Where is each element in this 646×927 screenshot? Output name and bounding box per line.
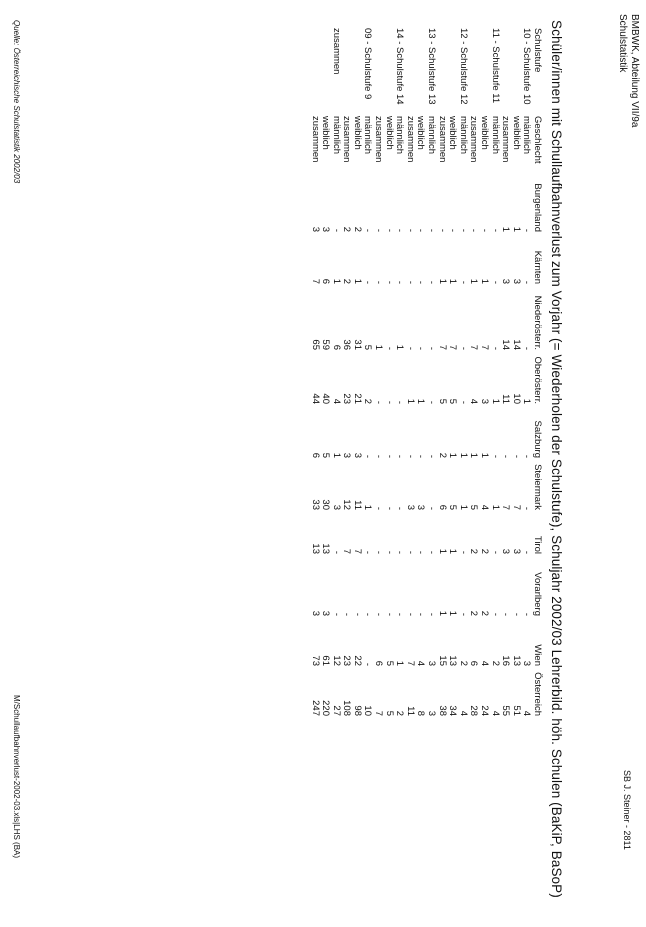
value-cell: 11 [351, 500, 363, 510]
row-geschlecht-cell: zusammen [309, 116, 321, 163]
row-geschlecht-cell: zusammen [404, 116, 416, 163]
file-path-note: M/Schullaufbahnverlust-2002-03.xls|LHS (BA) [12, 695, 21, 859]
value-cell: 1 [457, 504, 469, 510]
value-cell: - [489, 612, 501, 616]
value-cell: 15 [436, 655, 448, 666]
value-cell: - [521, 550, 533, 554]
row-geschlecht-cell: männlich [457, 116, 469, 155]
value-cell: 11 [500, 394, 512, 404]
value-cell: - [426, 280, 438, 284]
value-cell: 3 [320, 226, 332, 232]
table-row [500, 28, 511, 716]
value-cell: 3 [351, 452, 363, 458]
column-header: Salzburg [532, 420, 543, 458]
row-schulstufe-cell [351, 28, 362, 116]
row-schulstufe-cell [341, 28, 352, 116]
value-cell: 2 [468, 548, 480, 554]
value-cell: 61 [320, 655, 332, 666]
table-row [404, 28, 415, 716]
value-cell: 3 [309, 226, 321, 232]
table-row [320, 28, 331, 716]
table-row [521, 28, 532, 716]
row-schulstufe-cell [510, 28, 521, 116]
value-cell: 1 [351, 278, 363, 284]
table-row [510, 28, 521, 716]
value-cell: - [404, 454, 416, 458]
org-line-1: BMBWK, Abteilung VII/9a [629, 14, 640, 128]
value-cell: 59 [320, 339, 332, 350]
row-schulstufe-cell: 12 - Schulstufe 12 [457, 28, 469, 105]
value-cell: 2 [351, 226, 363, 232]
value-cell: - [415, 454, 427, 458]
value-cell: - [383, 400, 395, 404]
column-header: Oberösterr. [532, 356, 543, 404]
value-cell: - [521, 454, 533, 458]
org-header [616, 14, 640, 127]
value-cell: 8 [415, 710, 427, 716]
column-header: Niederösterr. [532, 295, 543, 350]
value-cell: - [426, 228, 438, 232]
value-cell: 14 [500, 339, 512, 350]
table-row [309, 28, 320, 716]
value-cell: 7 [404, 660, 416, 666]
value-cell: 12 [341, 499, 353, 510]
row-schulstufe-cell [436, 28, 447, 116]
value-cell: - [510, 454, 522, 458]
column-header: Österreich [532, 672, 543, 716]
value-cell: 65 [309, 339, 321, 350]
table-row [457, 28, 468, 716]
row-geschlecht-cell: weiblich [320, 116, 332, 150]
value-cell: - [468, 228, 480, 232]
row-geschlecht-cell: männlich [394, 116, 406, 155]
row-schulstufe-cell [383, 28, 394, 116]
row-schulstufe-cell: 10 - Schulstufe 10 [521, 28, 533, 105]
value-cell: 1 [479, 452, 491, 458]
value-cell: 5 [447, 398, 459, 404]
value-cell: 2 [341, 226, 353, 232]
value-cell: - [383, 346, 395, 350]
row-geschlecht-cell: zusammen [468, 116, 480, 163]
value-cell: 5 [447, 504, 459, 510]
value-cell: 30 [320, 499, 332, 510]
table-row [383, 28, 394, 716]
statistics-table [309, 28, 542, 716]
value-cell: 3 [309, 610, 321, 616]
value-cell: 2 [479, 548, 491, 554]
value-cell: 7 [468, 344, 480, 350]
value-cell: - [330, 612, 342, 616]
value-cell: - [394, 550, 406, 554]
table-row [468, 28, 479, 716]
value-cell: 1 [394, 344, 406, 350]
value-cell: - [383, 280, 395, 284]
table-header-row [531, 28, 542, 716]
value-cell: - [415, 228, 427, 232]
value-cell: - [373, 506, 385, 510]
value-cell: 3 [426, 710, 438, 716]
value-cell: - [373, 280, 385, 284]
value-cell: 7 [309, 278, 321, 284]
value-cell: 2 [436, 452, 448, 458]
row-schulstufe-cell [404, 28, 415, 116]
value-cell: 1 [447, 452, 459, 458]
column-header: Steiermark [532, 464, 543, 510]
value-cell: 4 [330, 398, 342, 404]
value-cell: 1 [468, 278, 480, 284]
value-cell: 7 [351, 548, 363, 554]
value-cell: - [383, 454, 395, 458]
value-cell: - [394, 400, 406, 404]
value-cell: 44 [309, 393, 321, 404]
value-cell: 3 [500, 548, 512, 554]
value-cell: 7 [341, 548, 353, 554]
value-cell: - [426, 346, 438, 350]
value-cell: 13 [309, 543, 321, 554]
value-cell: 3 [320, 610, 332, 616]
value-cell: 3 [404, 504, 416, 510]
value-cell: - [415, 612, 427, 616]
table-row [362, 28, 373, 716]
table-row [478, 28, 489, 716]
value-cell: - [510, 612, 522, 616]
value-cell: - [426, 400, 438, 404]
row-geschlecht-cell: männlich [521, 116, 533, 155]
value-cell: - [362, 454, 374, 458]
value-cell: 98 [351, 705, 363, 716]
value-cell: 2 [489, 660, 501, 666]
row-geschlecht-cell: weiblich [415, 116, 427, 150]
value-cell: 36 [341, 339, 353, 350]
value-cell: - [426, 506, 438, 510]
value-cell: - [521, 228, 533, 232]
value-cell: 4 [489, 710, 501, 716]
row-schulstufe-cell: 14 - Schulstufe 14 [394, 28, 406, 105]
value-cell: - [489, 280, 501, 284]
value-cell: - [489, 346, 501, 350]
column-header: Wien [532, 644, 543, 666]
value-cell: - [373, 400, 385, 404]
page-title: Schüler/innen mit Schullaufbahnverlust zum Vorjahr (= Wiederholen der Schulstufe), Schuljahr 2002/03 Lehrerbild. höh. Schulen (BaKiP, BaSoP) [549, 20, 564, 898]
value-cell: 10 [362, 705, 374, 716]
value-cell: 6 [309, 452, 321, 458]
value-cell: 5 [383, 660, 395, 666]
value-cell: 1 [521, 398, 533, 404]
source-note: Quelle: Österreichische Schulstatistik 2002/03 [12, 20, 21, 184]
row-schulstufe-cell [415, 28, 426, 116]
value-cell: - [436, 228, 448, 232]
value-cell: - [394, 228, 406, 232]
value-cell: - [457, 280, 469, 284]
value-cell: 2 [457, 660, 469, 666]
value-cell: 1 [457, 452, 469, 458]
row-schulstufe-cell [478, 28, 489, 116]
value-cell: 1 [373, 344, 385, 350]
value-cell: - [330, 550, 342, 554]
value-cell: 55 [500, 705, 512, 716]
value-cell: 21 [351, 393, 363, 404]
row-geschlecht-cell: zusammen [436, 116, 448, 163]
value-cell: - [426, 612, 438, 616]
value-cell: 5 [436, 398, 448, 404]
row-geschlecht-cell: männlich [330, 116, 342, 155]
value-cell: - [362, 228, 374, 232]
table-row [394, 28, 405, 716]
value-cell: - [362, 550, 374, 554]
value-cell: - [415, 280, 427, 284]
row-geschlecht-cell: weiblich [479, 116, 491, 150]
value-cell: - [404, 346, 416, 350]
row-geschlecht-cell: weiblich [510, 116, 522, 150]
value-cell: 1 [500, 226, 512, 232]
value-cell: 5 [468, 504, 480, 510]
value-cell: - [500, 612, 512, 616]
value-cell: 1 [436, 548, 448, 554]
value-cell: 1 [447, 278, 459, 284]
row-schulstufe-cell: 13 - Schulstufe 13 [426, 28, 438, 105]
value-cell: 5 [320, 452, 332, 458]
org-line-2: Schulstatistik [617, 14, 628, 73]
value-cell: - [373, 612, 385, 616]
value-cell: - [457, 612, 469, 616]
value-cell: - [351, 612, 363, 616]
column-header: Burgenland [532, 183, 543, 232]
column-header-schulstufe: Schulstufe [532, 28, 543, 73]
value-cell: - [373, 550, 385, 554]
value-cell: - [373, 454, 385, 458]
value-cell: 3 [510, 278, 522, 284]
value-cell: 1 [489, 398, 501, 404]
table-row [330, 28, 341, 716]
value-cell: - [500, 454, 512, 458]
table-row [351, 28, 362, 716]
value-cell: 6 [436, 504, 448, 510]
value-cell: - [415, 346, 427, 350]
row-schulstufe-cell [320, 28, 331, 116]
row-schulstufe-cell [468, 28, 479, 116]
table-row [415, 28, 426, 716]
value-cell: - [330, 228, 342, 232]
row-schulstufe-cell [500, 28, 511, 116]
value-cell: 220 [320, 700, 332, 716]
column-header-geschlecht: Geschlecht [532, 116, 543, 164]
row-schulstufe-cell [447, 28, 458, 116]
table-row [436, 28, 447, 716]
value-cell: 7 [479, 344, 491, 350]
value-cell: - [457, 228, 469, 232]
author-label: SB J. Steiner - 2811 [622, 770, 632, 850]
value-cell: 1 [468, 452, 480, 458]
value-cell: 73 [309, 655, 321, 666]
value-cell: - [457, 550, 469, 554]
value-cell: 1 [489, 504, 501, 510]
value-cell: - [479, 228, 491, 232]
value-cell: 1 [330, 452, 342, 458]
column-header: Tirol [532, 535, 543, 554]
value-cell: 2 [394, 710, 406, 716]
value-cell: - [341, 612, 353, 616]
value-cell: - [404, 612, 416, 616]
value-cell: 6 [330, 344, 342, 350]
value-cell: 1 [330, 278, 342, 284]
row-geschlecht-cell: zusammen [341, 116, 353, 163]
value-cell: 1 [436, 610, 448, 616]
value-cell: 1 [447, 610, 459, 616]
value-cell: 24 [479, 705, 491, 716]
value-cell: - [447, 228, 459, 232]
table-row [447, 28, 458, 716]
value-cell: 7 [447, 344, 459, 350]
value-cell: 4 [457, 710, 469, 716]
value-cell: 27 [330, 705, 342, 716]
table-body [309, 28, 531, 716]
value-cell: 14 [510, 339, 522, 350]
value-cell: 3 [521, 660, 533, 666]
column-header: Vorarlberg [532, 572, 543, 616]
value-cell: 33 [309, 499, 321, 510]
value-cell: - [404, 228, 416, 232]
value-cell: 23 [341, 393, 353, 404]
value-cell: - [404, 550, 416, 554]
row-geschlecht-cell: männlich [362, 116, 374, 155]
value-cell: - [426, 550, 438, 554]
value-cell: 3 [479, 398, 491, 404]
value-cell: 7 [373, 710, 385, 716]
value-cell: 108 [341, 700, 353, 716]
value-cell: 7 [436, 344, 448, 350]
value-cell: 1 [362, 504, 374, 510]
value-cell: 34 [447, 705, 459, 716]
value-cell: 28 [468, 705, 480, 716]
row-geschlecht-cell: zusammen [373, 116, 385, 163]
row-schulstufe-cell: 09 - Schulstufe 9 [362, 28, 374, 100]
value-cell: 7 [500, 504, 512, 510]
value-cell: 2 [468, 610, 480, 616]
value-cell: 247 [309, 700, 321, 716]
value-cell: - [457, 346, 469, 350]
value-cell: - [489, 454, 501, 458]
value-cell: - [373, 228, 385, 232]
row-geschlecht-cell: männlich [426, 116, 438, 155]
row-schulstufe-cell: 11 - Schulstufe 11 [489, 28, 501, 104]
value-cell: 16 [500, 655, 512, 666]
value-cell: - [383, 612, 395, 616]
value-cell: 3 [341, 452, 353, 458]
value-cell: - [362, 662, 374, 666]
value-cell: 22 [351, 655, 363, 666]
value-cell: 2 [341, 278, 353, 284]
value-cell: - [362, 280, 374, 284]
value-cell: 31 [351, 339, 363, 350]
value-cell: 2 [479, 610, 491, 616]
value-cell: 1 [415, 398, 427, 404]
value-cell: - [383, 550, 395, 554]
value-cell: 6 [373, 660, 385, 666]
table-row [373, 28, 384, 716]
value-cell: 51 [510, 705, 522, 716]
value-cell: 1 [447, 548, 459, 554]
row-schulstufe-cell: zusammen [330, 28, 342, 75]
row-geschlecht-cell: weiblich [383, 116, 395, 150]
row-schulstufe-cell [373, 28, 384, 116]
row-geschlecht-cell: weiblich [351, 116, 363, 150]
value-cell: 6 [468, 660, 480, 666]
value-cell: 4 [479, 504, 491, 510]
value-cell: 38 [436, 705, 448, 716]
row-geschlecht-cell: männlich [489, 116, 501, 155]
value-cell: 1 [394, 660, 406, 666]
value-cell: - [383, 506, 395, 510]
value-cell: - [415, 550, 427, 554]
table-row [489, 28, 500, 716]
value-cell: 1 [404, 398, 416, 404]
value-cell: - [457, 400, 469, 404]
value-cell: 11 [404, 706, 416, 716]
value-cell: 4 [479, 660, 491, 666]
value-cell: 13 [510, 655, 522, 666]
value-cell: 5 [362, 344, 374, 350]
value-cell: 4 [521, 710, 533, 716]
value-cell: 3 [330, 504, 342, 510]
value-cell: 4 [415, 660, 427, 666]
value-cell: - [394, 506, 406, 510]
value-cell: 40 [320, 393, 332, 404]
value-cell: 2 [362, 398, 374, 404]
value-cell: 6 [320, 278, 332, 284]
value-cell: - [521, 612, 533, 616]
value-cell: 12 [330, 655, 342, 666]
value-cell: 1 [479, 278, 491, 284]
value-cell: 3 [426, 660, 438, 666]
value-cell: 4 [468, 398, 480, 404]
table-row [425, 28, 436, 716]
row-geschlecht-cell: zusammen [500, 116, 512, 163]
value-cell: - [521, 280, 533, 284]
value-cell: - [489, 550, 501, 554]
value-cell: 3 [510, 548, 522, 554]
value-cell: 3 [500, 278, 512, 284]
value-cell: - [394, 612, 406, 616]
value-cell: 7 [510, 504, 522, 510]
column-header: Kärnten [532, 250, 543, 284]
value-cell: 1 [510, 226, 522, 232]
value-cell: 13 [447, 655, 459, 666]
value-cell: - [489, 228, 501, 232]
value-cell: 13 [320, 543, 332, 554]
value-cell: 10 [510, 393, 522, 404]
value-cell: - [362, 612, 374, 616]
value-cell: - [383, 228, 395, 232]
value-cell: - [394, 454, 406, 458]
value-cell: - [521, 346, 533, 350]
value-cell: - [521, 506, 533, 510]
value-cell: 5 [383, 710, 395, 716]
row-schulstufe-cell [309, 28, 320, 116]
value-cell: 1 [436, 278, 448, 284]
value-cell: 3 [415, 504, 427, 510]
value-cell: - [404, 280, 416, 284]
value-cell: - [394, 280, 406, 284]
value-cell: - [426, 454, 438, 458]
table-row [341, 28, 352, 716]
value-cell: 23 [341, 655, 353, 666]
row-geschlecht-cell: weiblich [447, 116, 459, 150]
